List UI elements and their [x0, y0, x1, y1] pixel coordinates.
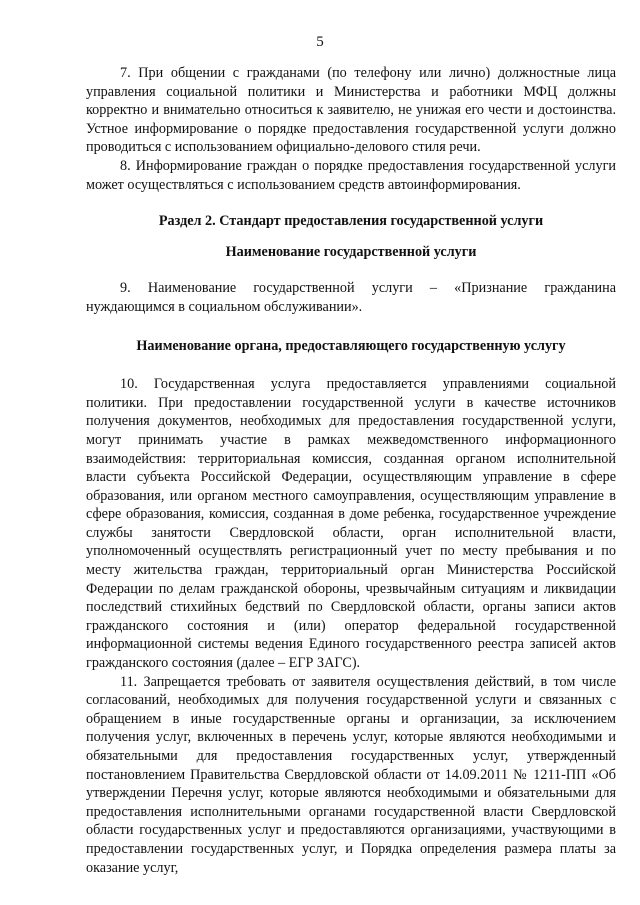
paragraph-11: 11. Запрещается требовать от заявителя осуществления действий, в том числе согласований, необходимых для получения государственной услуги и связанных с обращением в иные государственные органы и организации, за исключением получения услуг, включенных в перечень услуг, которые являются необходимыми и обязательными для предоставления государственных услуг, утвержденный постановлением Правительства Свердловской области от 14.09.2011 № 1211-ПП «Об утверждении Перечня услуг, которые являются необходимыми и обязательными для предоставления исполнительными органами государственной власти Свердловской области государственных услуг и предоставляются организациями, участвующими в предоставлении государственных услуг, и Порядка определения размера платы за оказание услуг,: [86, 673, 616, 876]
paragraph-10: 10. Государственная услуга предоставляется управлениями социальной политики. При предоставлении государственной услуги в качестве источников получения документов, необходимых для предоставления государственной услуги, могут принимать участие в рамках межведомственного информационного взаимодействия: территориальная комиссия, созданная органом исполнительной власти субъекта Российской Федерации, осуществляющим управление в сфере образования, или органом местного самоуправления, осуществляющим управление в сфере образования, комиссия, созданная в доме ребенка, государственное учреждение службы занятости Свердловской области, орган исполнительной власти, уполномоченный осуществлять регистрационный учет по месту пребывания и по месту жительства граждан, территориальный орган Министерства Российской Федерации по делам гражданской обороны, чрезвычайным ситуациям и ликвидации последствий стихийных бедствий по Свердловской области, органы записи актов гражданского состояния и (или) оператор федеральной государственной информационной системы ведения Единого государственного реестра записей актов гражданского состояния (далее – ЕГР ЗАГС).: [86, 376, 616, 672]
document-body: [86, 64, 616, 877]
page-number: 5: [316, 34, 324, 50]
spacer: [86, 355, 616, 375]
spacer: [86, 231, 616, 243]
spacer: [86, 317, 616, 337]
paragraph-8: 8. Информирование граждан о порядке предоставления государственной услуги может осуществляться с использованием средств автоинформирования.: [86, 157, 616, 193]
paragraph-7: 7. При общении с гражданами (по телефону или лично) должностные лица управления социальной политики и Министерства и работники МФЦ должны корректно и внимательно относиться к заявителю, не унижая его чести и достоинства. Устное информирование о порядке предоставления государственной услуги должно проводиться с использованием официально-делового стиля речи.: [86, 65, 616, 156]
section-2-heading: Раздел 2. Стандарт предоставления государственной услуги: [158, 213, 544, 230]
spacer: [86, 194, 616, 212]
agency-name-heading: Наименование органа, предоставляющего государственную услугу: [136, 337, 566, 354]
paragraph-9: 9. Наименование государственной услуги – «Признание гражданина нуждающимся в социальном обслуживании».: [86, 280, 616, 315]
service-name-heading: Наименование государственной услуги: [225, 243, 477, 260]
spacer: [86, 261, 616, 279]
